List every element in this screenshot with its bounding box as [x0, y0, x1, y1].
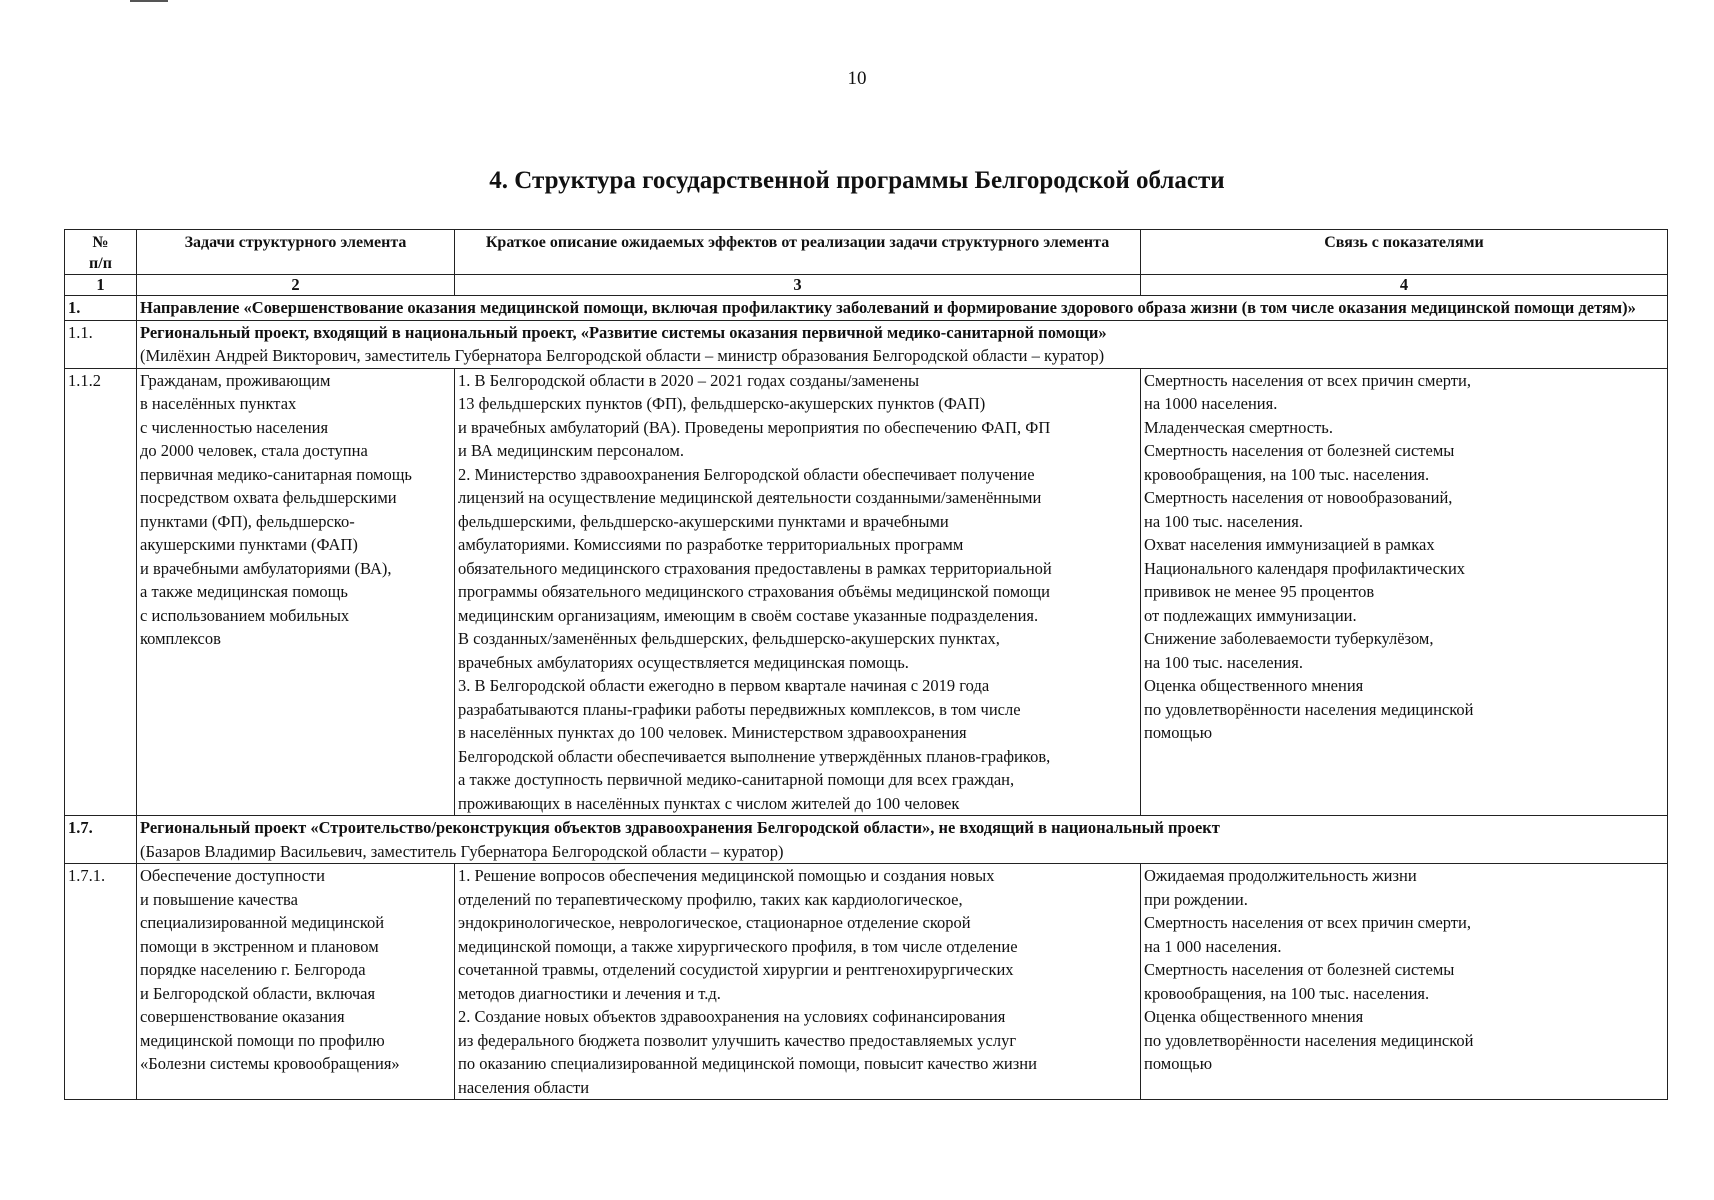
col-number: 1: [65, 275, 137, 296]
project-curator: (Базаров Владимир Васильевич, заместитель Губернатора Белгородской области – куратор): [140, 841, 784, 861]
page-title: 4. Структура государственной программы Белгородской области: [489, 167, 1225, 194]
row-effects: 1. В Белгородской области в 2020 – 2021 годах созданы/заменены 13 фельдшерских пунктов (ФП), фельдшерско-акушерских пунктов (ФАП) и врачебных амбулаторий (ВА). Проведены мероприятия по обеспечению ФАП, ФП и ВА медицинским персоналом. 2. Министерство здравоохранения Белгородской области обеспечивает получение лицензий на осуществление медицинской деятельности созданными/заменёнными фельдшерскими, фельдшерско-акушерскими пунктами и врачебными амбулаториями. Комиссиями по разработке территориальных программ обязательного медицинского страхования предоставлены в рамках территориальной программы обязательного медицинского страхования объёмы медицинской помощи медицинским организациям, имеющим в своём составе указанные подразделения. В созданных/заменённых фельдшерских, фельдшерско-акушерских пунктах, врачебных амбулаториях осуществляется медицинская помощь. 3. В Белгородской области ежегодно в первом квартале начиная с 2019 года разрабатываются планы-графики работы передвижных комплексов, в том числе в населённых пунктах до 100 человек. Министерством здравоохранения Белгородской области обеспечивается выполнение утверждённых планов-графиков, а также доступность первичной медико-санитарной помощи для всех граждан, проживающих в населённых пунктах с числом жителей до 100 человек: [455, 368, 1141, 816]
project-row: [65, 816, 1668, 864]
direction-text: Направление «Совершенствование оказания медицинской помощи, включая профилактику заболеваний и формирование здорового образа жизни (в том числе оказания медицинской помощи детям)»: [137, 296, 1668, 321]
direction-num: 1.: [65, 296, 137, 321]
project-title: Региональный проект, входящий в национальный проект, «Развитие системы оказания первичной медико-санитарной помощи»: [140, 322, 1107, 342]
row-indicators: Ожидаемая продолжительность жизни при рождении. Смертность населения от всех причин смерти, на 1 000 населения. Смертность населения от болезней системы кровообращения, на 100 тыс. населения. Оценка общественного мнения по удовлетворённости населения медицинской помощью: [1141, 864, 1668, 1100]
direction-row: [65, 296, 1668, 321]
row-task: Обеспечение доступности и повышение качества специализированной медицинской помощи в экстренном и плановом порядке населению г. Белгорода и Белгородской области, включая совершенствование оказания медицинской помощи по профилю «Болезни системы кровообращения»: [137, 864, 455, 1100]
project-cell: [137, 816, 1668, 864]
header-tasks: Задачи структурного элемента: [137, 230, 455, 275]
project-curator: (Милёхин Андрей Викторович, заместитель Губернатора Белгородской области – министр образования Белгородской области – куратор): [140, 346, 1105, 365]
header-num: № п/п: [65, 230, 137, 275]
row-indicators: Смертность населения от всех причин смерти, на 1000 населения. Младенческая смертность. Смертность населения от болезней системы кровообращения, на 100 тыс. населения. Смертность населения от новообразований, на 100 тыс. населения. Охват населения иммунизацией в рамках Национального календаря профилактических прививок не менее 95 процентов от подлежащих иммунизации. Снижение заболеваемости туберкулёзом, на 100 тыс. населения. Оценка общественного мнения по удовлетворённости населения медицинской помощью: [1141, 368, 1668, 816]
col-number: 2: [137, 275, 455, 296]
project-cell: [137, 320, 1668, 368]
col-number: 3: [455, 275, 1141, 296]
scan-mark: [130, 0, 168, 2]
project-num: 1.7.: [65, 816, 137, 864]
row-effects: 1. Решение вопросов обеспечения медицинской помощью и создания новых отделений по терапевтическому профилю, таких как кардиологическое, эндокринологическое, неврологическое, стационарное отделение скорой медицинской помощи, а также хирургического профиля, в том числе отделение сочетанной травмы, отделений сосудистой хирургии и рентгенохирургических методов диагностики и лечения и т.д. 2. Создание новых объектов здравоохранения на условиях софинансирования из федерального бюджета позволит улучшить качество предоставляемых услуг по оказанию специализированной медицинской помощи, повысит качество жизни населения области: [455, 864, 1141, 1100]
project-num: 1.1.: [65, 320, 137, 368]
column-number-row: [65, 275, 1668, 296]
table-row: [65, 368, 1668, 816]
row-num: 1.1.2: [65, 368, 137, 816]
table-row: [65, 864, 1668, 1100]
col-number: 4: [1141, 275, 1668, 296]
program-structure-table: [64, 229, 1668, 1100]
row-task: Гражданам, проживающим в населённых пунктах с численностью населения до 2000 человек, стала доступна первичная медико-санитарная помощь посредством охвата фельдшерскими пунктами (ФП), фельдшерско- акушерскими пунктами (ФАП) и врачебными амбулаториями (ВА), а также медицинская помощь с использованием мобильных комплексов: [137, 368, 455, 816]
project-row: [65, 320, 1668, 368]
project-title: Региональный проект «Строительство/реконструкция объектов здравоохранения Белгородской области», не входящий в национальный проект: [140, 818, 1220, 837]
page-number: 10: [847, 68, 867, 89]
row-num: 1.7.1.: [65, 864, 137, 1100]
header-effects: Краткое описание ожидаемых эффектов от реализации задачи структурного элемента: [455, 230, 1141, 275]
header-indicators: Связь с показателями: [1141, 230, 1668, 275]
table-header-row: [65, 230, 1668, 275]
